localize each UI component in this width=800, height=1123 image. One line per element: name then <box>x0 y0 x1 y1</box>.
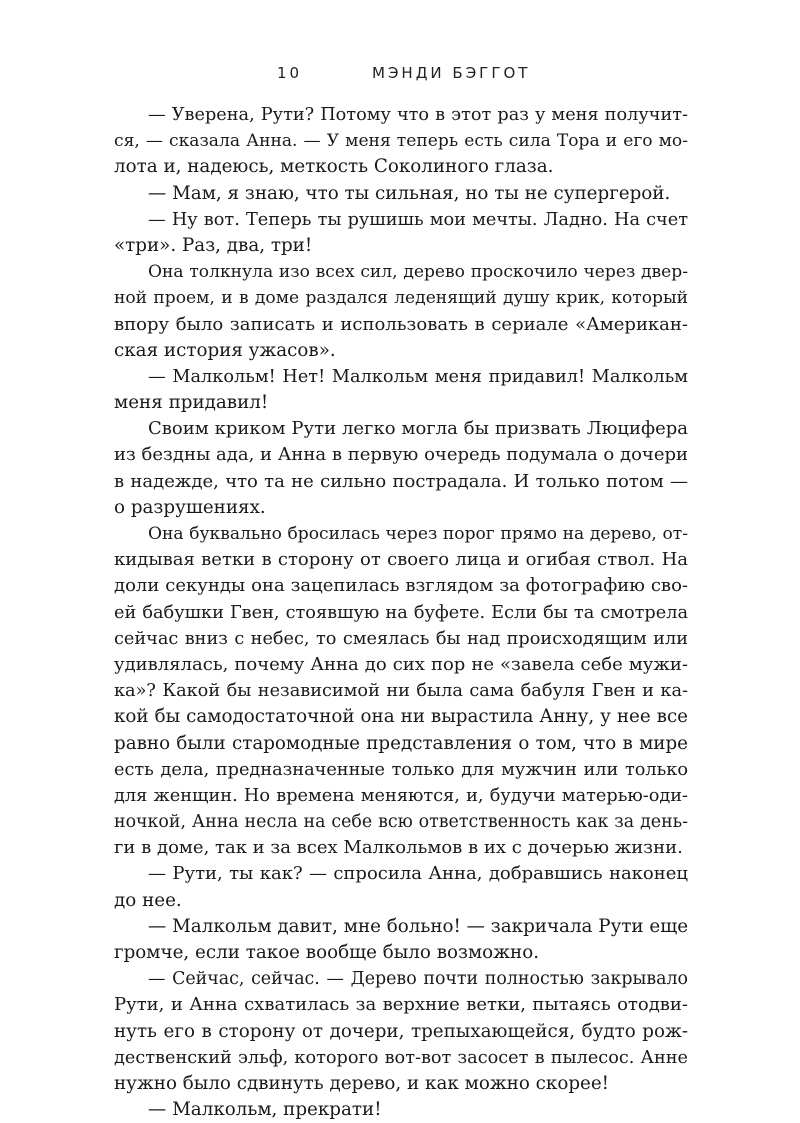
text-line: удивлялась, почему Анна до сих пор не «завела себе мужи- <box>114 653 688 675</box>
page-number: 10 <box>277 64 303 82</box>
text-line: Она толкнула изо всех сил, дерево проскочило через двер- <box>148 262 688 283</box>
text-line: дественский эльф, которого вот-вот засосет в пылесос. Анне <box>114 1047 688 1068</box>
text-line: нуть его в сторону от дочери, трепыхающейся, будто рож- <box>114 1020 688 1042</box>
text-line: Она буквально бросилась через порог прямо на дерево, от- <box>148 524 688 544</box>
text-line: «три». Раз, два, три! <box>114 234 313 256</box>
text-line: равно были старомодные представления о том, что в мире <box>114 732 688 754</box>
text-line: — Ну вот. Теперь ты рушишь мои мечты. Ладно. На счет <box>148 209 688 230</box>
text-line: — Уверена, Рути? Потому что в этот раз у меня получит- <box>148 105 688 125</box>
text-line: — Мам, я знаю, что ты сильная, но ты не супергерой. <box>148 182 671 204</box>
text-line: есть дела, предназначенные только для мужчин или только <box>114 759 688 780</box>
text-line: ся, — сказала Анна. — У меня теперь есть сила Тора и его мо- <box>114 131 688 152</box>
text-line: кидывая ветки в сторону от своего лица и огибая ствол. На <box>114 549 688 571</box>
text-line: о разрушениях. <box>114 496 266 518</box>
text-line: Своим криком Рути легко могла бы призвать Люцифера <box>148 418 688 440</box>
text-line: ной проем, и в доме раздался леденящий душу крик, который <box>114 288 688 309</box>
text-line: — Малкольм, прекрати! <box>148 1099 382 1121</box>
text-line: нужно было сдвинуть дерево, и как можно скорее! <box>114 1072 610 1094</box>
text-line: — Рути, ты как? — спросила Анна, добравшись наконец <box>148 863 688 885</box>
text-line: в надежде, что та не сильно пострадала. И только потом — <box>114 470 688 492</box>
text-line: Рути, и Анна схватилась за верхние ветки, пытаясь отодви- <box>114 994 688 1016</box>
text-line: ка»? Какой бы независимой ни была сама бабуля Гвен и ка- <box>114 681 688 702</box>
text-line: меня придавил! <box>114 392 269 414</box>
text-line: из бездны ада, и Анна в первую очередь подумала о дочери <box>114 444 688 466</box>
text-line: — Малкольм давит, мне больно! — закричала Рути еще <box>148 915 688 937</box>
text-line: сейчас вниз с небес, то смеялась бы над происходящим или <box>114 628 688 649</box>
body-text <box>114 102 688 1123</box>
text-line: кой бы самодостаточной она ни вырастила Анну, у нее все <box>114 706 688 728</box>
running-header <box>0 64 800 86</box>
text-line: ей бабушки Гвен, стоявшую на буфете. Если бы та смотрела <box>114 602 688 623</box>
text-line: доли секунды она зацепилась взглядом за фотографию сво- <box>114 575 688 597</box>
text-line: впору было записать и использовать в сериале «Американ- <box>114 313 688 335</box>
text-line: — Малкольм! Нет! Малкольм меня придавил! Малкольм <box>148 366 688 387</box>
text-line: — Сейчас, сейчас. — Дерево почти полностью закрывало <box>148 969 688 990</box>
text-line: ги в доме, так и за всех Малкольмов в их с дочерью жизни. <box>114 837 683 859</box>
text-line: громче, если такое вообще было возможно. <box>114 942 540 963</box>
text-line: ская история ужасов». <box>114 339 336 361</box>
text-line: ночкой, Анна несла на себе всю ответственность как за день- <box>114 812 688 833</box>
text-line: лота и, надеюсь, меткость Соколиного глаза. <box>114 156 554 178</box>
text-line: до нее. <box>114 889 182 911</box>
text-line: для женщин. Но времена меняются, и, будучи матерью-оди- <box>114 785 688 806</box>
running-head-author: МЭНДИ БЭГГОТ <box>372 64 531 82</box>
